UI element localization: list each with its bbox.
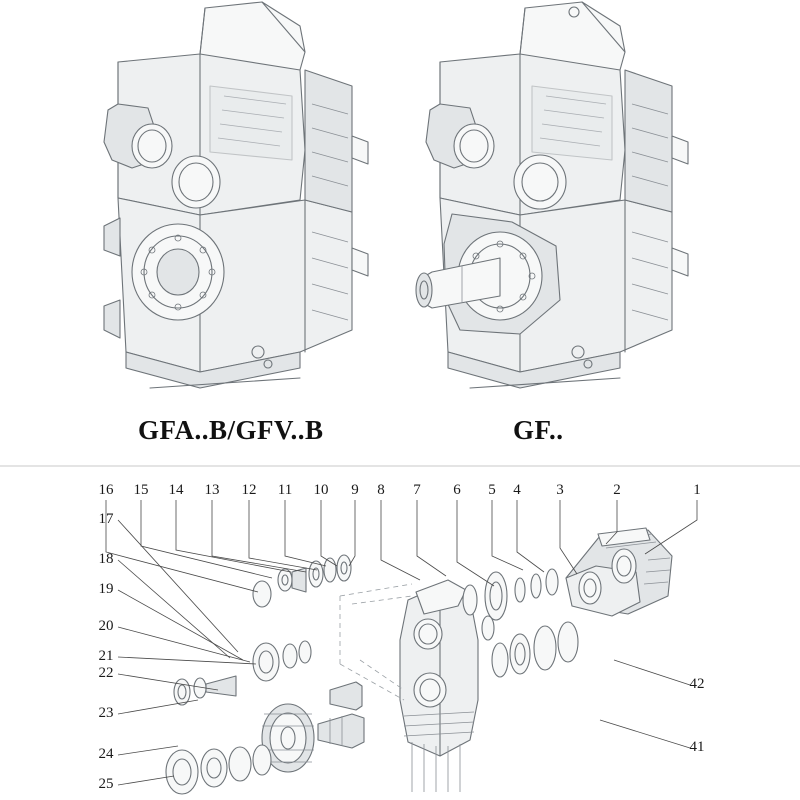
callout-number-23: 23 (98, 705, 114, 721)
callout-number-22: 22 (98, 665, 114, 681)
callout-number-42: 42 (689, 676, 705, 692)
caption-gfa-gfv: GFA..B/GFV..B (138, 415, 324, 445)
callout-number-15: 15 (133, 482, 149, 498)
callout-number-2: 2 (613, 482, 621, 498)
callout-number-5: 5 (488, 482, 496, 498)
callout-number-14: 14 (168, 482, 184, 498)
callout-number-10: 10 (313, 482, 329, 498)
callout-number-25: 25 (98, 776, 114, 792)
callout-number-17: 17 (98, 511, 114, 527)
callout-number-16: 16 (98, 482, 114, 498)
caption-gf: GF.. (513, 415, 564, 445)
callout-number-12: 12 (241, 482, 257, 498)
exploded-assembly-drawing (106, 500, 697, 794)
callout-number-9: 9 (351, 482, 359, 498)
callout-number-1: 1 (693, 482, 701, 498)
callout-number-20: 20 (98, 618, 114, 634)
callout-number-11: 11 (277, 482, 293, 498)
gear-unit-right-drawing (416, 2, 688, 388)
callout-number-7: 7 (413, 482, 421, 498)
gear-unit-left-drawing (104, 2, 368, 388)
callout-number-6: 6 (453, 482, 461, 498)
callout-number-8: 8 (377, 482, 385, 498)
callout-number-4: 4 (513, 482, 521, 498)
callout-number-18: 18 (98, 551, 114, 567)
callout-number-3: 3 (556, 482, 564, 498)
callout-number-24: 24 (98, 746, 114, 762)
callout-number-21: 21 (98, 648, 114, 664)
callout-number-19: 19 (98, 581, 114, 597)
callout-number-13: 13 (204, 482, 220, 498)
callout-number-41: 41 (689, 739, 705, 755)
